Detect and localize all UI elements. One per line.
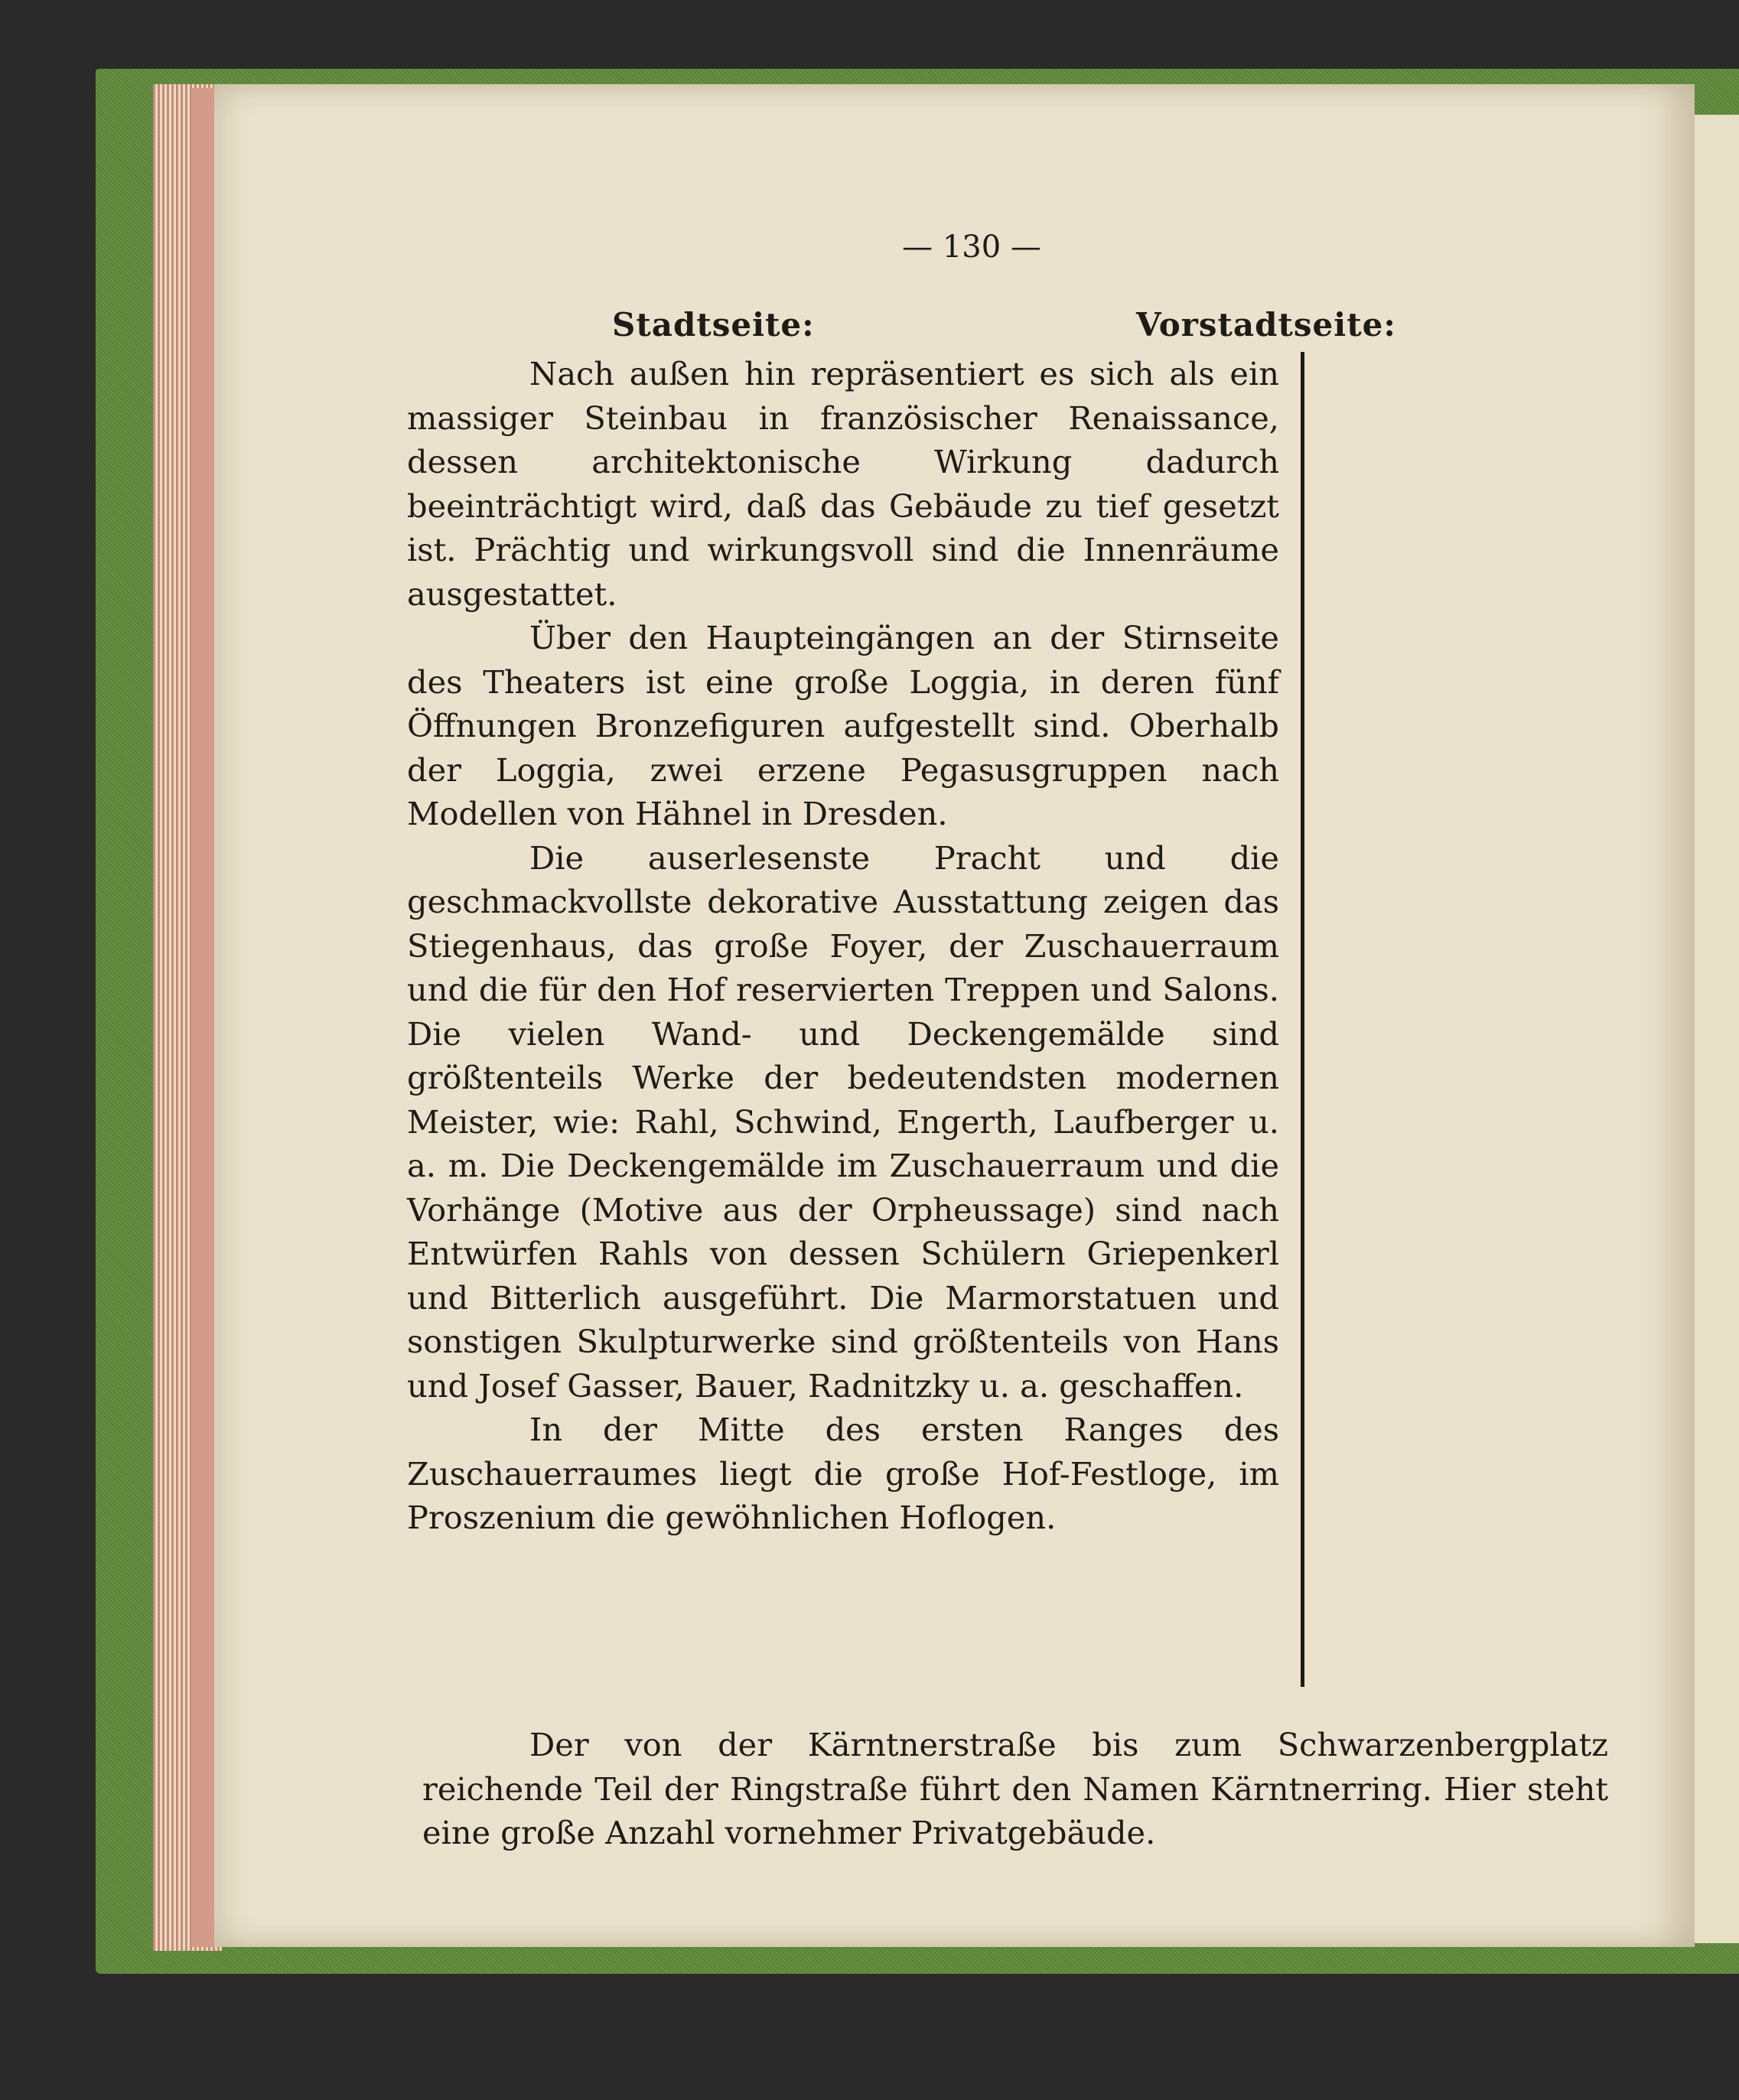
page-edge-red	[191, 88, 214, 1947]
header-vorstadtseite: Vorstadtseite:	[1136, 306, 1396, 343]
left-column-text	[407, 352, 1279, 1540]
facing-page	[1691, 115, 1739, 1943]
full-width-text	[422, 1723, 1608, 1855]
paragraph: Nach außen hin repräsentiert es sich als ein massiger Steinbau in französischer Renaissance, dessen architektonische Wirkung dadurch beeinträchtigt wird, daß das Gebäude zu tief gesetzt ist. Prächtig und wirkungsvoll sind die Innenräume ausgestattet.	[407, 355, 1279, 613]
paragraph: Der von der Kärntnerstraße bis zum Schwarzenbergplatz reichende Teil der Ringstraße führt den Namen Kärntnerring. Hier steht eine große Anzahl vornehmer Privatgebäude.	[422, 1726, 1608, 1851]
header-stadtseite: Stadtseite:	[612, 306, 815, 343]
paragraph: Über den Haupteingängen an der Stirnseite des Theaters ist eine große Loggia, in deren fünf Öffnungen Bronzefiguren aufgestellt sind. Oberhalb der Loggia, zwei erzene Pegasusgruppen nach Modellen von Hähnel in Dresden.	[407, 619, 1279, 832]
page-number: — 130 —	[902, 230, 1041, 265]
paragraph: Die auserlesenste Pracht und die geschmackvollste dekorative Ausstattung zeigen das Stiegenhaus, das große Foyer, der Zuschauerraum und die für den Hof reservierten Treppen und Salons. Die vielen Wand- und Deckengemälde sind größtenteils Werke der bedeutendsten modernen Meister, wie: Rahl, Schwind, Engerth, Laufberger u. a. m. Die Deckengemälde im Zuschauerraum und die Vorhänge (Motive aus der Orpheussage) sind nach Entwürfen Rahls von dessen Schülern Griepenkerl und Bitterlich ausgeführt. Die Marmorstatuen und sonstigen Skulpturwerke sind größtenteils von Hans und Josef Gasser, Bauer, Radnitzky u. a. geschaffen.	[407, 838, 1279, 1405]
paragraph: In der Mitte des ersten Ranges des Zuschauerraumes liegt die große Hof-Festloge, im Proszenium die gewöhnlichen Hoflogen.	[407, 1411, 1279, 1536]
column-rule	[1301, 352, 1304, 1687]
